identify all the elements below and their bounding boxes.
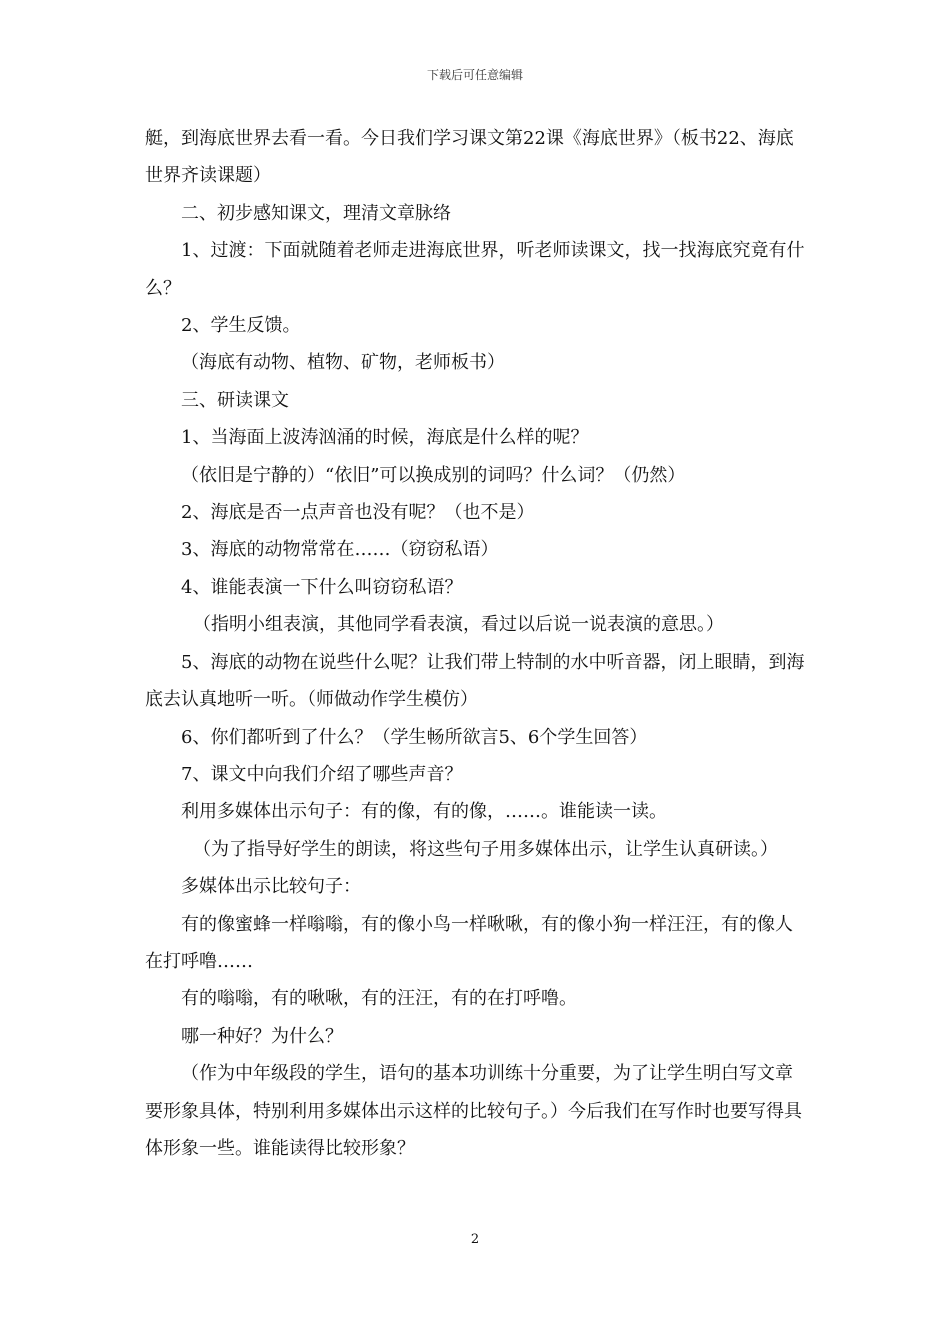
paragraph-8: （依旧是宁静的）“依旧”可以换成别的词吗？什么词？（仍然） [181,464,686,486]
paragraph-10: 3、海底的动物常常在……（窃窃私语） [181,539,499,561]
paragraph-14: 6、你们都听到了什么？（学生畅所欲言5、6个学生回答） [181,726,648,748]
paragraph-4: 2、学生反馈。 [181,315,301,337]
paragraph-22: （作为中年级段的学生，语句的基本功训练十分重要，为了让学生明白写文章要形象具体，特别利用多媒体出示这样的比较句子。）今后我们在写作时也要写得具体形象一些。谁能读得比较形象？ [145,1063,802,1159]
paragraph-1: 艇，到海底世界去看一看。今日我们学习课文第22课《海底世界》（板书22、海底世界齐读课题） [145,128,794,187]
paragraph-17: （为了指导好学生的朗读，将这些句子用多媒体出示，让学生认真研读。） [193,838,778,860]
paragraph-7: 1、当海面上波涛汹涌的时候，海底是什么样的呢？ [181,427,589,449]
paragraph-16: 利用多媒体出示句子：有的像，有的像，……。谁能读一读。 [181,801,667,823]
paragraph-13: 5、海底的动物在说些什么呢？让我们带上特制的水中听音器，闭上眼睛，到海底去认真地听一听。（师做动作学生模仿） [145,651,805,711]
section-heading-2: 二、初步感知课文，理清文章脉络 [181,202,451,224]
paragraph-20: 有的嗡嗡，有的啾啾，有的汪汪，有的在打呼噜。 [181,988,577,1010]
paragraph-9: 2、海底是否一点声音也没有呢？（也不是） [181,502,535,524]
paragraph-12: （指明小组表演，其他同学看表演，看过以后说一说表演的意思。） [193,614,724,636]
document-body [145,120,807,1167]
paragraph-18: 多媒体出示比较句子： [181,876,361,898]
paragraph-21: 哪一种好？为什么？ [181,1025,343,1047]
page-number: 2 [470,1232,480,1247]
paragraph-19: 有的像蜜蜂一样嗡嗡，有的像小鸟一样啾啾，有的像小狗一样汪汪，有的像人在打呼噜…… [145,913,793,972]
page-header: 下载后可任意编辑 [426,68,523,82]
paragraph-15: 7、课文中向我们介绍了哪些声音？ [181,763,463,785]
paragraph-11: 4、谁能表演一下什么叫窃窃私语？ [181,576,463,598]
paragraph-5: （海底有动物、植物、矿物，老师板书） [181,352,505,374]
paragraph-3: 1、过渡：下面就随着老师走进海底世界，听老师读课文，找一找海底究竟有什么？ [145,240,805,299]
section-heading-3: 三、研读课文 [181,389,289,411]
